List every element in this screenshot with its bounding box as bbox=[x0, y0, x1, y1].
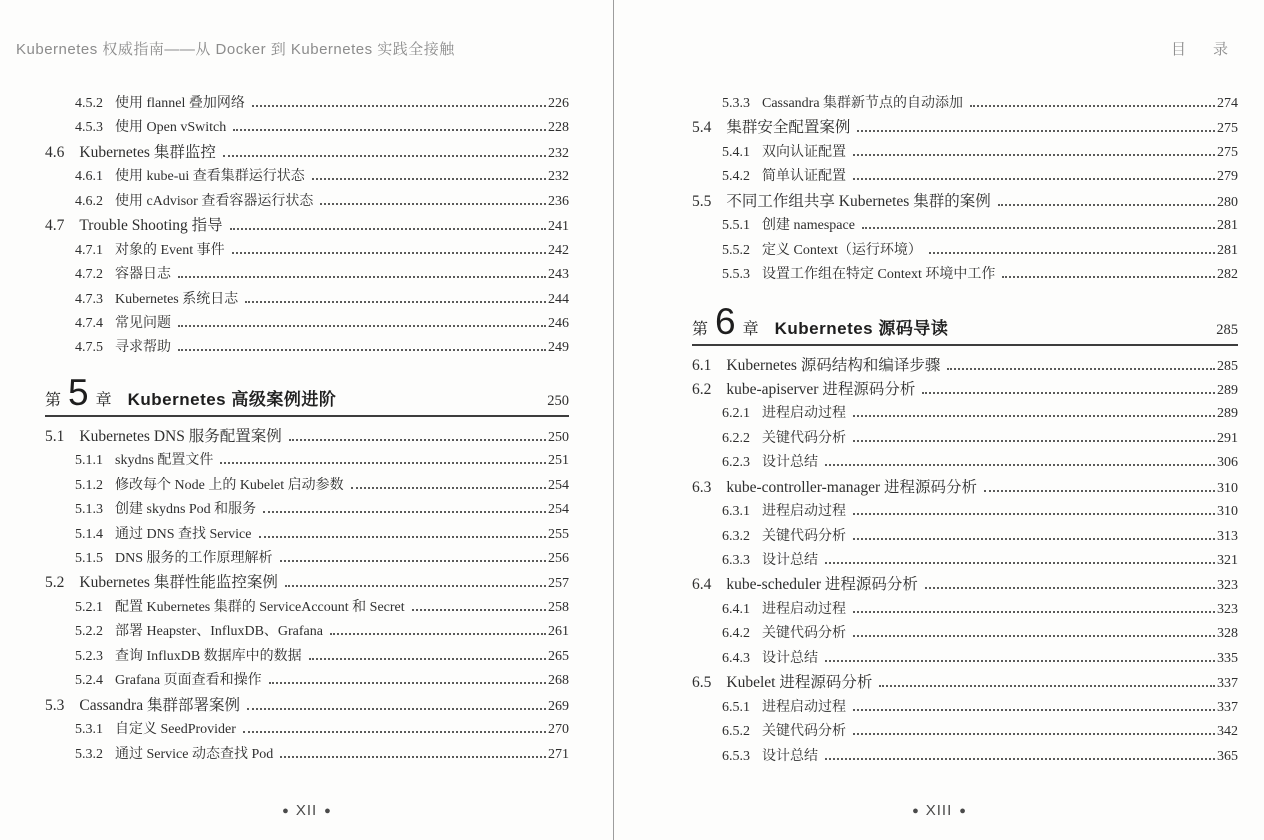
toc-entry-page: 265 bbox=[548, 648, 569, 664]
toc-entry-page: 323 bbox=[1217, 601, 1238, 617]
toc-entry-page: 365 bbox=[1217, 748, 1238, 764]
toc-entry bbox=[692, 671, 1238, 695]
toc-entry-number: 4.6.1 bbox=[75, 169, 103, 185]
toc-entry bbox=[692, 92, 1238, 116]
toc-entry-title: kube-scheduler 进程源码分析 bbox=[726, 576, 918, 594]
toc-entry-title: 配置 Kubernetes 集群的 ServiceAccount 和 Secret bbox=[115, 599, 405, 615]
dot-leader bbox=[853, 733, 1215, 735]
toc-entry-title: skydns 配置文件 bbox=[115, 453, 214, 469]
toc-entry-title: Kubernetes 源码结构和编译步骤 bbox=[726, 356, 941, 374]
toc-entry bbox=[692, 720, 1238, 744]
toc-entry-number: 5.3.1 bbox=[75, 722, 103, 738]
toc-entry-page: 271 bbox=[548, 746, 569, 762]
chapter-heading-6 bbox=[692, 300, 1238, 346]
toc-entry-number: 6.4.3 bbox=[722, 650, 750, 666]
toc-entry-page: 255 bbox=[548, 526, 569, 542]
toc-entry-page: 281 bbox=[1217, 218, 1238, 234]
toc-entry bbox=[692, 427, 1238, 451]
toc-entry-page: 228 bbox=[548, 120, 569, 136]
toc-entry-title: 双向认证配置 bbox=[762, 144, 846, 160]
toc-page-left bbox=[0, 0, 613, 840]
toc-entry bbox=[692, 476, 1238, 500]
dot-leader bbox=[280, 756, 546, 758]
toc-entry-title: 使用 cAdvisor 查看容器运行状态 bbox=[115, 193, 314, 209]
toc-entry-title: 进程启动过程 bbox=[762, 699, 846, 715]
toc-entry-page: 282 bbox=[1217, 267, 1238, 283]
toc-entry-title: 简单认证配置 bbox=[762, 169, 846, 185]
toc-entry-page: 254 bbox=[548, 477, 569, 493]
running-header-toc-title: 目 录 bbox=[1170, 41, 1234, 58]
dot-leader bbox=[223, 155, 546, 157]
toc-entry-title: 进程启动过程 bbox=[762, 601, 846, 617]
dot-leader bbox=[879, 685, 1215, 687]
toc-entry-title: 使用 kube-ui 查看集群运行状态 bbox=[115, 169, 305, 185]
toc-entry-title: 设计总结 bbox=[762, 553, 818, 568]
toc-entry-title: 对象的 Event 事件 bbox=[115, 242, 225, 258]
dot-leader bbox=[351, 487, 546, 489]
toc-entry-title: Kubelet 进程源码分析 bbox=[726, 674, 873, 692]
toc-entry bbox=[45, 92, 569, 116]
dot-leader bbox=[178, 349, 546, 351]
toc-entries-chapter6 bbox=[692, 354, 1238, 769]
toc-entry-title: 关键代码分析 bbox=[762, 430, 846, 446]
toc-entry-title: 定义 Context（运行环境） bbox=[762, 242, 922, 258]
dot-leader bbox=[230, 228, 546, 230]
toc-entry-page: 261 bbox=[548, 624, 569, 640]
toc-entry bbox=[45, 165, 569, 189]
dot-leader bbox=[412, 609, 546, 611]
toc-entry-title: 创建 skydns Pod 和服务 bbox=[115, 502, 257, 518]
toc-entry-page: 246 bbox=[548, 315, 569, 331]
toc-entry-page: 289 bbox=[1217, 406, 1238, 422]
toc-entry-number: 6.3.3 bbox=[722, 553, 750, 568]
toc-entry bbox=[45, 214, 569, 238]
dot-leader bbox=[947, 368, 1215, 370]
toc-entry bbox=[45, 694, 569, 718]
toc-entry-page: 242 bbox=[548, 242, 569, 258]
toc-entry-title: 创建 namespace bbox=[762, 218, 855, 234]
toc-entry bbox=[692, 378, 1238, 402]
toc-entry-page: 244 bbox=[548, 291, 569, 307]
toc-entry bbox=[692, 696, 1238, 720]
toc-entry-page: 269 bbox=[548, 698, 569, 714]
dot-leader bbox=[220, 462, 546, 464]
toc-entry-page: 310 bbox=[1217, 504, 1238, 520]
toc-entry-page: 275 bbox=[1217, 144, 1238, 160]
toc-entry bbox=[692, 525, 1238, 549]
toc-entry-page: 306 bbox=[1217, 455, 1238, 471]
toc-entry bbox=[692, 500, 1238, 524]
toc-entries-chapter5-cont bbox=[692, 92, 1238, 288]
toc-entries-chapter4 bbox=[45, 92, 569, 361]
toc-entry-title: 通过 DNS 查找 Service bbox=[115, 526, 252, 542]
dot-leader bbox=[245, 301, 546, 303]
toc-entry-title: Kubernetes DNS 服务配置案例 bbox=[79, 427, 282, 445]
toc-entry-page: 289 bbox=[1217, 382, 1238, 398]
toc-entry-number: 5.1.5 bbox=[75, 551, 103, 566]
toc-entry-title: 设计总结 bbox=[762, 455, 818, 471]
toc-entry-page: 254 bbox=[548, 502, 569, 518]
toc-entry-page: 226 bbox=[548, 96, 569, 111]
folio-number: XII bbox=[295, 802, 318, 819]
toc-entry-title: Kubernetes 集群监控 bbox=[79, 143, 216, 161]
toc-entry bbox=[692, 165, 1238, 189]
toc-entry-number: 5.1.2 bbox=[75, 477, 103, 493]
chapter-suffix: 章 bbox=[742, 320, 759, 338]
toc-entry-page: 337 bbox=[1217, 676, 1238, 692]
toc-entry-page: 279 bbox=[1217, 169, 1238, 185]
toc-entry-number: 4.7.1 bbox=[75, 242, 103, 258]
toc-entry-number: 6.4 bbox=[692, 576, 712, 594]
toc-page-right bbox=[614, 0, 1264, 840]
toc-entry-page: 323 bbox=[1217, 578, 1238, 594]
toc-entry-number: 5.4 bbox=[692, 119, 712, 137]
dot-leader bbox=[232, 252, 546, 254]
toc-entry bbox=[45, 474, 569, 498]
dot-leader bbox=[312, 178, 546, 180]
toc-entry bbox=[45, 523, 569, 547]
dot-leader bbox=[243, 731, 546, 733]
toc-entry-number: 5.5 bbox=[692, 192, 712, 210]
toc-entry bbox=[692, 451, 1238, 475]
toc-entry-title: Cassandra 集群新节点的自动添加 bbox=[762, 96, 964, 111]
dot-leader bbox=[285, 585, 546, 587]
toc-entry-title: Kubernetes 系统日志 bbox=[115, 291, 239, 307]
toc-entry-number: 6.3.2 bbox=[722, 528, 750, 544]
toc-entry-page: 328 bbox=[1217, 626, 1238, 642]
dot-leader bbox=[984, 490, 1215, 492]
toc-entry-title: kube-apiserver 进程源码分析 bbox=[726, 380, 916, 398]
toc-entry-number: 5.2.2 bbox=[75, 624, 103, 640]
dot-leader bbox=[853, 154, 1215, 156]
dot-leader bbox=[269, 682, 546, 684]
toc-entry bbox=[45, 669, 569, 693]
toc-entry-page: 291 bbox=[1217, 430, 1238, 446]
dot-leader bbox=[853, 611, 1215, 613]
dot-leader bbox=[853, 709, 1215, 711]
toc-entry-title: 常见问题 bbox=[115, 315, 171, 331]
dot-leader bbox=[252, 105, 546, 107]
toc-entry-title: 设计总结 bbox=[762, 650, 818, 666]
toc-entry bbox=[692, 402, 1238, 426]
toc-body-right bbox=[692, 92, 1238, 769]
dot-leader bbox=[259, 536, 547, 538]
toc-entry bbox=[45, 239, 569, 263]
toc-entry-number: 5.5.2 bbox=[722, 242, 750, 258]
dot-leader bbox=[862, 227, 1215, 229]
toc-entry bbox=[692, 214, 1238, 238]
toc-entry bbox=[692, 116, 1238, 140]
dot-leader bbox=[853, 178, 1215, 180]
chapter-prefix: 第 bbox=[45, 391, 62, 409]
toc-entry-number: 6.2.1 bbox=[722, 406, 750, 422]
toc-entry-number: 4.7 bbox=[45, 217, 65, 235]
chapter-prefix: 第 bbox=[692, 320, 709, 338]
page-footer-right bbox=[614, 802, 1264, 819]
toc-entry-number: 5.4.1 bbox=[722, 144, 750, 160]
toc-entry-page: 275 bbox=[1217, 121, 1238, 137]
toc-entry-title: 修改每个 Node 上的 Kubelet 启动参数 bbox=[115, 477, 344, 493]
toc-entry-page: 313 bbox=[1217, 528, 1238, 544]
toc-entry-number: 6.3 bbox=[692, 478, 712, 496]
toc-entry bbox=[45, 449, 569, 473]
toc-entry-title: 不同工作组共享 Kubernetes 集群的案例 bbox=[726, 192, 991, 210]
toc-entry-number: 5.5.3 bbox=[722, 267, 750, 283]
toc-entry-page: 337 bbox=[1217, 699, 1238, 715]
toc-entry-number: 5.1.3 bbox=[75, 502, 103, 518]
toc-entry-page: 270 bbox=[548, 722, 569, 738]
footer-bullet-icon: ● bbox=[959, 805, 966, 817]
chapter-title: Kubernetes 源码导读 bbox=[774, 318, 949, 338]
toc-entry bbox=[692, 647, 1238, 671]
dot-leader bbox=[853, 635, 1215, 637]
dot-leader bbox=[857, 130, 1215, 132]
toc-entry-title: 进程启动过程 bbox=[762, 406, 846, 422]
toc-entry-number: 5.3.3 bbox=[722, 96, 750, 111]
dot-leader bbox=[970, 105, 1215, 107]
dot-leader bbox=[330, 633, 546, 635]
dot-leader bbox=[853, 415, 1215, 417]
toc-entry bbox=[45, 498, 569, 522]
chapter-page-number: 250 bbox=[547, 392, 569, 409]
toc-entry-number: 6.2.3 bbox=[722, 455, 750, 471]
toc-entry bbox=[45, 571, 569, 595]
toc-entry-number: 5.2.4 bbox=[75, 673, 103, 689]
toc-entry-number: 6.2.2 bbox=[722, 430, 750, 446]
toc-entries-chapter5 bbox=[45, 425, 569, 767]
dot-leader bbox=[929, 252, 1215, 254]
toc-entry bbox=[45, 425, 569, 449]
toc-entry-number: 4.7.4 bbox=[75, 315, 103, 331]
toc-entry bbox=[45, 620, 569, 644]
toc-entry-title: 进程启动过程 bbox=[762, 504, 846, 520]
footer-bullet-icon: ● bbox=[282, 805, 289, 817]
toc-entry-page: 310 bbox=[1217, 480, 1238, 496]
toc-entry bbox=[45, 718, 569, 742]
toc-entry-title: Trouble Shooting 指导 bbox=[79, 217, 223, 235]
toc-entry bbox=[45, 190, 569, 214]
toc-entry-page: 250 bbox=[548, 429, 569, 445]
toc-entry-title: DNS 服务的工作原理解析 bbox=[115, 551, 273, 566]
toc-entry-number: 5.2.3 bbox=[75, 648, 103, 664]
toc-entry-page: 285 bbox=[1217, 358, 1238, 374]
toc-entry bbox=[692, 354, 1238, 378]
toc-entry-number: 4.7.2 bbox=[75, 267, 103, 283]
toc-entry-title: 自定义 SeedProvider bbox=[115, 722, 236, 738]
toc-entry-number: 4.6 bbox=[45, 143, 65, 161]
toc-entry-page: 232 bbox=[548, 145, 569, 161]
chapter-page-number: 285 bbox=[1216, 321, 1238, 338]
dot-leader bbox=[309, 658, 546, 660]
toc-entry-page: 256 bbox=[548, 551, 569, 566]
toc-entry-title: 集群安全配置案例 bbox=[726, 119, 851, 137]
toc-entry bbox=[45, 336, 569, 360]
toc-entry-page: 321 bbox=[1217, 553, 1238, 568]
toc-entry-number: 5.1.1 bbox=[75, 453, 103, 469]
footer-bullet-icon: ● bbox=[324, 805, 331, 817]
dot-leader bbox=[1002, 276, 1215, 278]
toc-entry-number: 6.4.2 bbox=[722, 626, 750, 642]
dot-leader bbox=[853, 538, 1215, 540]
toc-entry bbox=[45, 312, 569, 336]
toc-entry bbox=[45, 743, 569, 767]
page-footer-left bbox=[0, 802, 613, 819]
toc-entry bbox=[692, 598, 1238, 622]
toc-entry-page: 268 bbox=[548, 673, 569, 689]
dot-leader bbox=[925, 587, 1215, 589]
toc-entry bbox=[692, 263, 1238, 287]
dot-leader bbox=[853, 440, 1215, 442]
toc-entry-number: 6.1 bbox=[692, 356, 712, 374]
dot-leader bbox=[280, 560, 546, 562]
toc-entry-number: 5.1 bbox=[45, 427, 65, 445]
toc-entry-number: 4.6.2 bbox=[75, 193, 103, 209]
toc-entry-title: 关键代码分析 bbox=[762, 528, 846, 544]
toc-entry-title: 设置工作组在特定 Context 环境中工作 bbox=[762, 267, 996, 283]
folio-number: XIII bbox=[925, 802, 953, 819]
dot-leader bbox=[922, 392, 1215, 394]
dot-leader bbox=[320, 203, 546, 205]
toc-entry bbox=[692, 745, 1238, 769]
toc-entry bbox=[692, 239, 1238, 263]
toc-entry-title: 查询 InfluxDB 数据库中的数据 bbox=[115, 648, 302, 664]
toc-entry-number: 6.5.1 bbox=[722, 699, 750, 715]
running-header-book-title: Kubernetes 权威指南——从 Docker 到 Kubernetes 实践全接触 bbox=[16, 41, 455, 58]
toc-entry bbox=[45, 263, 569, 287]
toc-entry-page: 232 bbox=[548, 169, 569, 185]
dot-leader bbox=[178, 276, 546, 278]
toc-entry-title: 使用 flannel 叠加网络 bbox=[115, 96, 245, 111]
toc-entry-page: 274 bbox=[1217, 96, 1238, 111]
toc-entry bbox=[45, 645, 569, 669]
toc-entry-page: 236 bbox=[548, 193, 569, 209]
toc-entry-title: 关键代码分析 bbox=[762, 626, 846, 642]
toc-entry bbox=[692, 549, 1238, 573]
toc-entry-page: 249 bbox=[548, 340, 569, 356]
toc-entry-page: 280 bbox=[1217, 194, 1238, 210]
toc-entry bbox=[45, 596, 569, 620]
toc-entry-number: 4.7.3 bbox=[75, 291, 103, 307]
dot-leader bbox=[825, 464, 1215, 466]
toc-entry-number: 5.4.2 bbox=[722, 169, 750, 185]
toc-entry bbox=[45, 288, 569, 312]
toc-entry-page: 342 bbox=[1217, 724, 1238, 740]
dot-leader bbox=[263, 511, 546, 513]
toc-entry-number: 5.1.4 bbox=[75, 526, 103, 542]
toc-entry bbox=[692, 622, 1238, 646]
dot-leader bbox=[853, 513, 1215, 515]
toc-entry-title: 寻求帮助 bbox=[115, 340, 171, 356]
dot-leader bbox=[289, 439, 546, 441]
toc-entry-title: Grafana 页面查看和操作 bbox=[115, 673, 262, 689]
dot-leader bbox=[825, 660, 1215, 662]
toc-entry-number: 6.5 bbox=[692, 674, 712, 692]
toc-entry-number: 5.3.2 bbox=[75, 746, 103, 762]
toc-entry bbox=[45, 141, 569, 165]
dot-leader bbox=[825, 758, 1215, 760]
toc-entry-number: 4.7.5 bbox=[75, 340, 103, 356]
toc-entry bbox=[692, 141, 1238, 165]
toc-entry bbox=[45, 547, 569, 571]
toc-entry-page: 281 bbox=[1217, 242, 1238, 258]
dot-leader bbox=[233, 129, 546, 131]
toc-entry-number: 6.2 bbox=[692, 380, 712, 398]
toc-entry-title: 部署 Heapster、InfluxDB、Grafana bbox=[115, 624, 323, 640]
chapter-title: Kubernetes 高级案例进阶 bbox=[127, 389, 337, 409]
toc-entry-number: 6.3.1 bbox=[722, 504, 750, 520]
toc-entry-page: 335 bbox=[1217, 650, 1238, 666]
toc-entry-title: kube-controller-manager 进程源码分析 bbox=[726, 478, 978, 496]
toc-entry-page: 243 bbox=[548, 267, 569, 283]
toc-entry-title: 通过 Service 动态查找 Pod bbox=[115, 746, 274, 762]
chapter-number: 5 bbox=[68, 371, 89, 413]
toc-entry-title: 关键代码分析 bbox=[762, 724, 846, 740]
toc-entry-title: Cassandra 集群部署案例 bbox=[79, 696, 240, 714]
dot-leader bbox=[178, 325, 546, 327]
toc-entry-number: 5.3 bbox=[45, 696, 65, 714]
toc-entry-page: 258 bbox=[548, 599, 569, 615]
toc-entry-number: 6.5.2 bbox=[722, 724, 750, 740]
toc-entry-title: Kubernetes 集群性能监控案例 bbox=[79, 574, 278, 592]
toc-body-left bbox=[45, 92, 569, 767]
toc-entry-page: 257 bbox=[548, 576, 569, 592]
dot-leader bbox=[998, 204, 1215, 206]
toc-entry bbox=[692, 190, 1238, 214]
chapter-number: 6 bbox=[715, 300, 736, 342]
footer-bullet-icon: ● bbox=[912, 805, 919, 817]
toc-entry-number: 4.5.2 bbox=[75, 96, 103, 111]
toc-entry-title: 设计总结 bbox=[762, 748, 818, 764]
toc-entry-number: 4.5.3 bbox=[75, 120, 103, 136]
chapter-suffix: 章 bbox=[95, 391, 112, 409]
toc-entry-number: 5.2.1 bbox=[75, 599, 103, 615]
toc-entry bbox=[45, 116, 569, 140]
toc-entry-number: 6.4.1 bbox=[722, 601, 750, 617]
toc-entry bbox=[692, 573, 1238, 597]
toc-entry-number: 5.5.1 bbox=[722, 218, 750, 234]
toc-entry-number: 6.5.3 bbox=[722, 748, 750, 764]
dot-leader bbox=[825, 562, 1215, 564]
toc-entry-title: 使用 Open vSwitch bbox=[115, 120, 227, 136]
toc-entry-title: 容器日志 bbox=[115, 267, 171, 283]
toc-entry-page: 251 bbox=[548, 453, 569, 469]
chapter-heading-5 bbox=[45, 371, 569, 417]
toc-entry-number: 5.2 bbox=[45, 574, 65, 592]
toc-entry-page: 241 bbox=[548, 219, 569, 235]
dot-leader bbox=[247, 708, 546, 710]
